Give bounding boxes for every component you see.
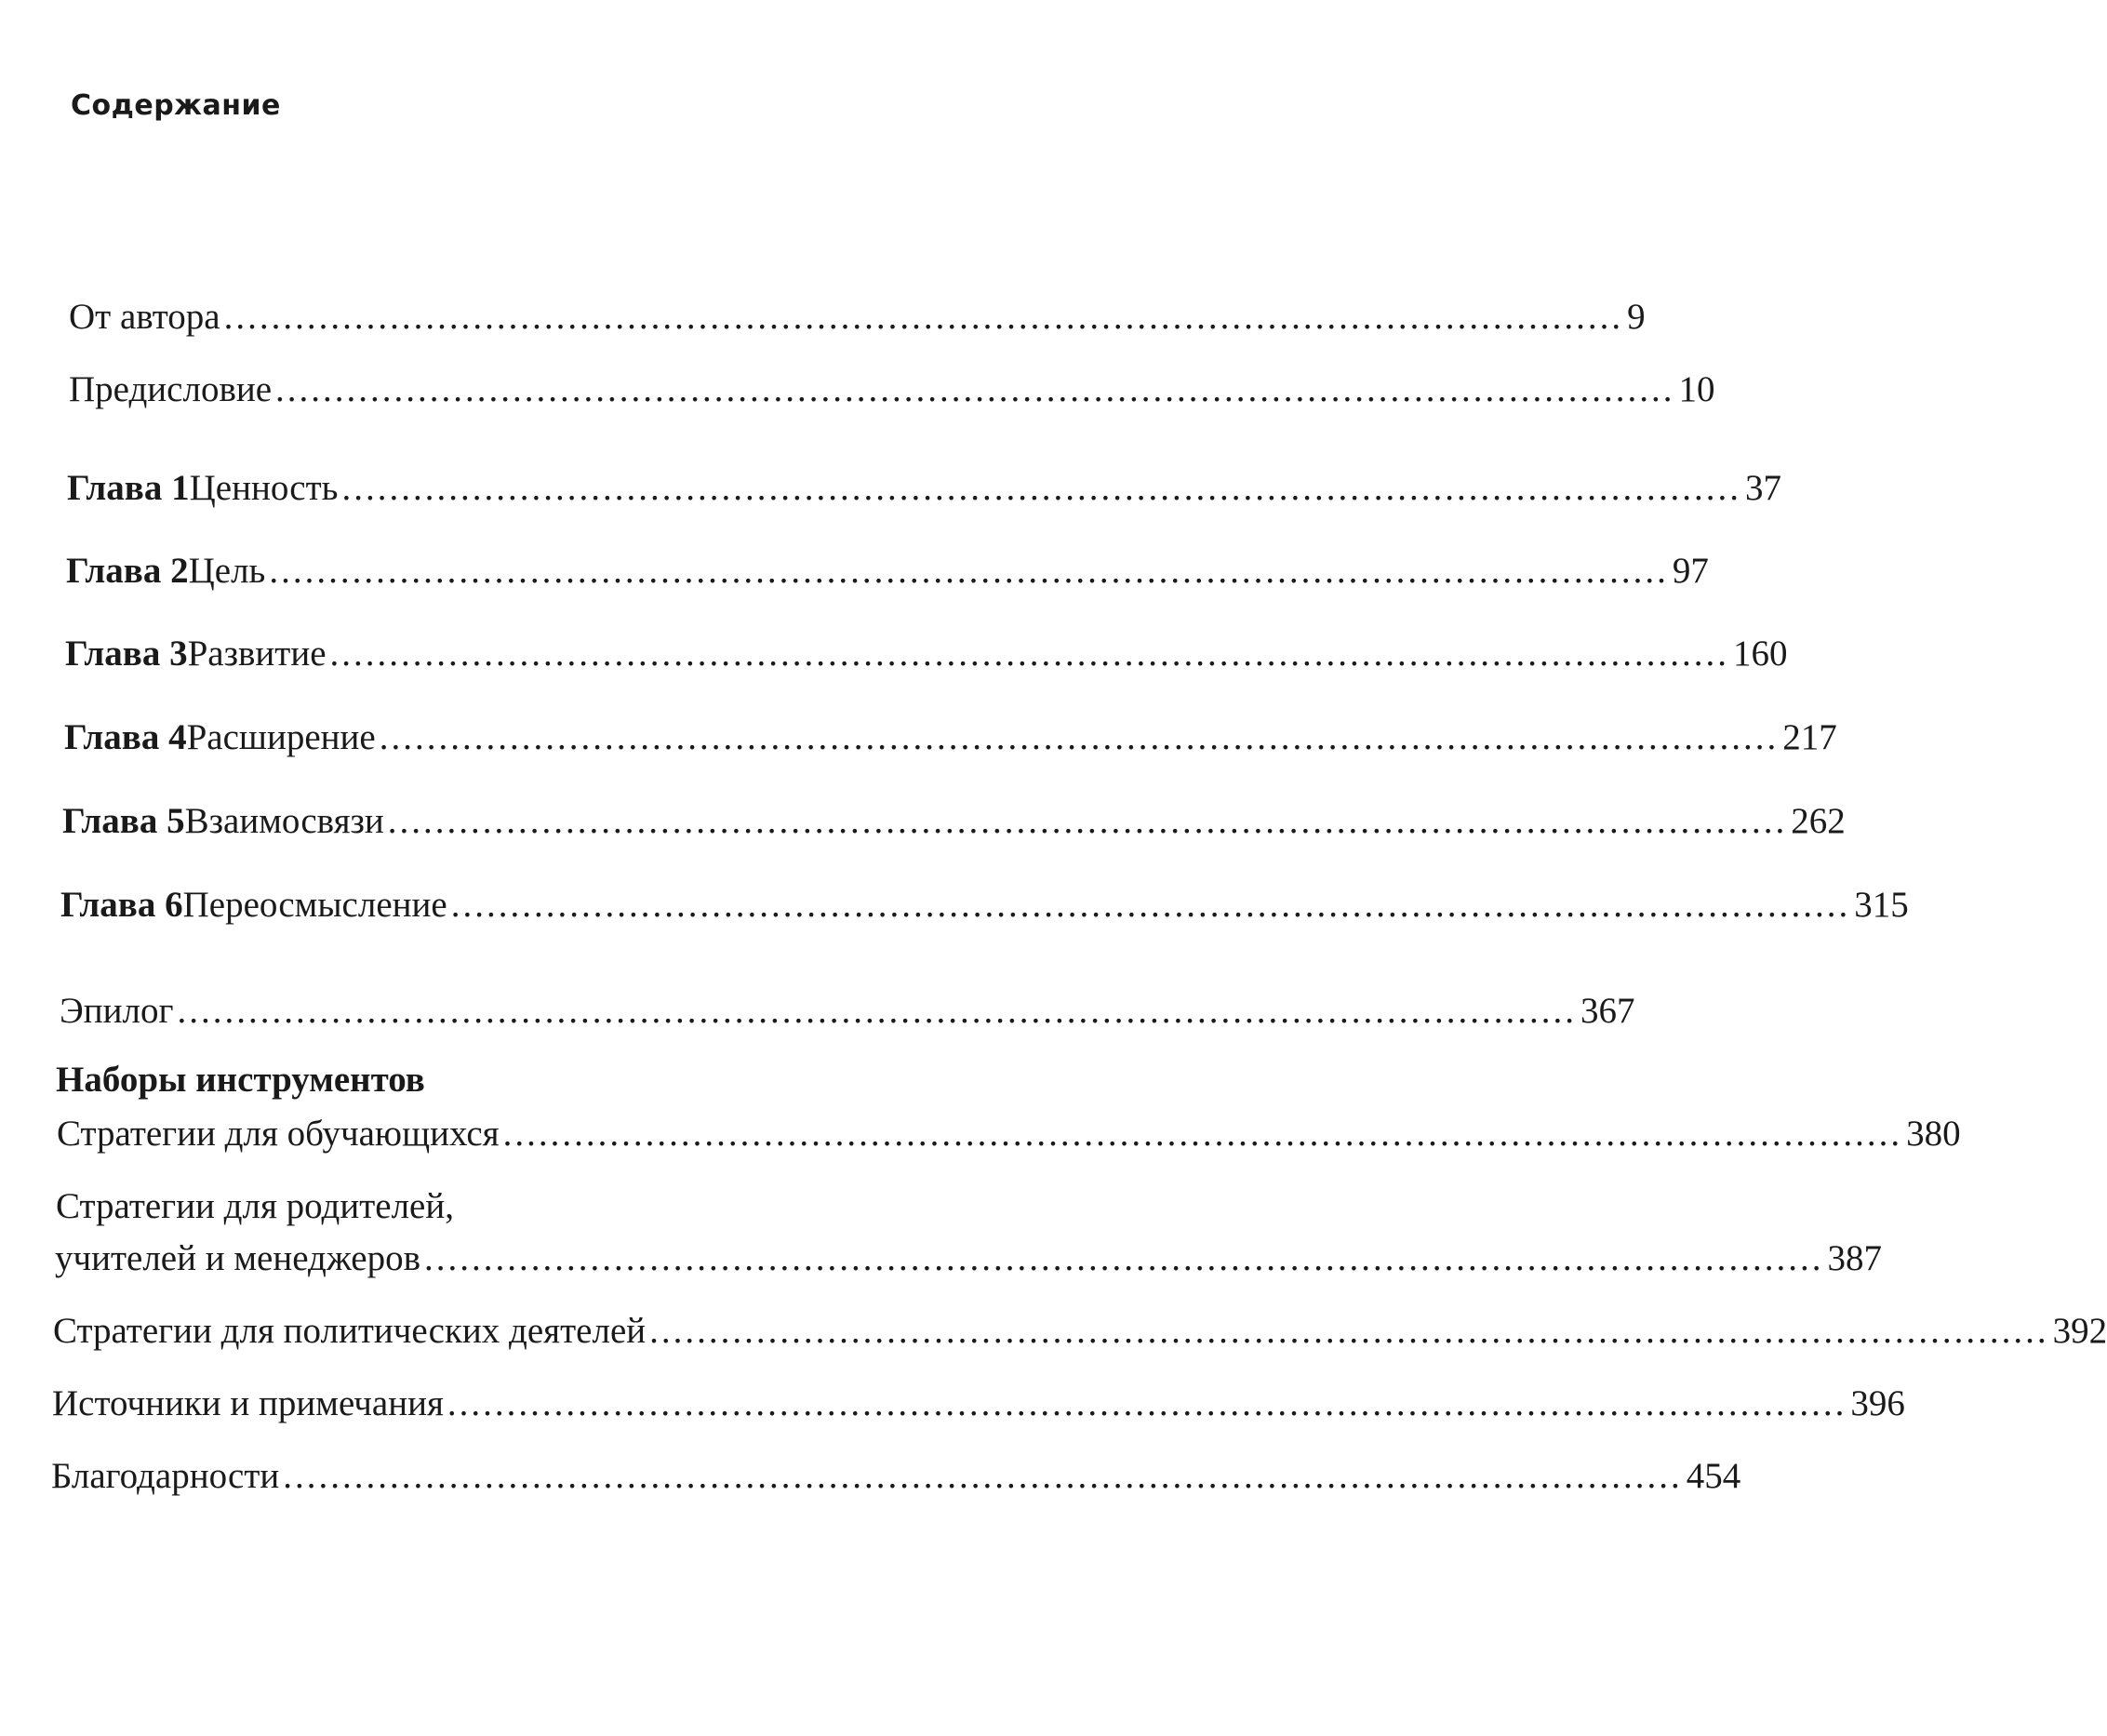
toc-entry-sources[interactable]: [52, 1382, 1905, 1425]
entry-page: 9: [1627, 297, 1646, 337]
entry-title: Расширение: [186, 717, 376, 757]
dot-leader: ......................................................................................................................: [283, 1456, 1683, 1496]
toc-entry-chapter-6[interactable]: [60, 884, 1909, 927]
entry-title: Источники и примечания: [52, 1383, 444, 1423]
entry-title: Предисловие: [69, 369, 273, 409]
toc-entry-chapter-4[interactable]: [64, 716, 1837, 759]
dot-leader: ......................................................................................................................: [387, 801, 1788, 841]
dot-leader: ......................................................................................................................: [649, 1311, 2049, 1351]
entry-title: Развитие: [187, 634, 327, 674]
entry-page: 217: [1782, 717, 1837, 757]
entry-page: 262: [1791, 801, 1846, 841]
toc-entry-parents[interactable]: [55, 1237, 1883, 1280]
toc-entry-preface[interactable]: [69, 368, 1715, 411]
entry-page: 392: [2052, 1311, 2107, 1351]
dot-leader: ......................................................................................................................: [447, 1383, 1847, 1423]
dot-leader: ......................................................................................................................: [502, 1114, 1903, 1154]
dot-leader: ......................................................................................................................: [341, 468, 1741, 508]
toc-entry-from-author[interactable]: [69, 296, 1646, 339]
entry-title: От автора: [69, 297, 220, 337]
toc-entry-policymakers[interactable]: [53, 1310, 2107, 1353]
entry-page: 454: [1686, 1456, 1741, 1496]
entry-page: 315: [1854, 885, 1909, 925]
toolkits-heading: Наборы инструментов: [56, 1060, 425, 1100]
toc-entry-chapter-2[interactable]: [66, 550, 1709, 593]
dot-leader: ......................................................................................................................: [177, 991, 1577, 1031]
chapter-label: Глава 2: [66, 551, 189, 591]
entry-page: 367: [1580, 991, 1635, 1031]
entry-page: 97: [1672, 551, 1709, 591]
chapter-label: Глава 1: [67, 468, 190, 508]
dot-leader: ......................................................................................................................: [275, 369, 1675, 409]
toc-entry-epilogue[interactable]: [60, 990, 1635, 1033]
entry-title: Стратегии для политических деятелей: [53, 1311, 647, 1351]
dot-leader: ......................................................................................................................: [424, 1238, 1824, 1278]
dot-leader: ......................................................................................................................: [329, 634, 1730, 674]
chapter-label: Глава 6: [60, 885, 183, 925]
entry-title: Стратегии для обучающихся: [57, 1114, 500, 1154]
entry-title: Ценность: [189, 468, 339, 508]
entry-title: Взаимосвязи: [184, 801, 384, 841]
toc-entry-parents-line1: Стратегии для родителей,: [56, 1186, 454, 1226]
toc-entry-chapter-3[interactable]: [65, 633, 1788, 675]
entry-page: 387: [1827, 1238, 1883, 1278]
toc-entry-acknowledgements[interactable]: [51, 1455, 1741, 1498]
toc-heading: Содержание: [71, 89, 281, 122]
entry-page: 396: [1850, 1383, 1905, 1423]
entry-title: учителей и менеджеров: [55, 1238, 421, 1278]
chapter-label: Глава 3: [65, 634, 188, 674]
toc-entry-chapter-1[interactable]: [67, 467, 1781, 510]
dot-leader: ......................................................................................................................: [269, 551, 1669, 591]
dot-leader: ......................................................................................................................: [450, 885, 1851, 925]
toc-entry-chapter-5[interactable]: [62, 800, 1846, 843]
entry-page: 37: [1744, 468, 1781, 508]
chapter-label: Глава 5: [62, 801, 185, 841]
entry-title: Переосмысление: [182, 885, 447, 925]
dot-leader: ......................................................................................................................: [223, 297, 1624, 337]
entry-title: Эпилог: [60, 991, 174, 1031]
entry-page: 160: [1733, 634, 1788, 674]
toc-entry-learners[interactable]: [57, 1113, 1961, 1155]
entry-page: 10: [1678, 369, 1715, 409]
dot-leader: ......................................................................................................................: [379, 717, 1780, 757]
entry-title: Благодарности: [51, 1456, 280, 1496]
chapter-label: Глава 4: [64, 717, 187, 757]
entry-page: 380: [1906, 1114, 1961, 1154]
entry-title: Цель: [188, 551, 266, 591]
